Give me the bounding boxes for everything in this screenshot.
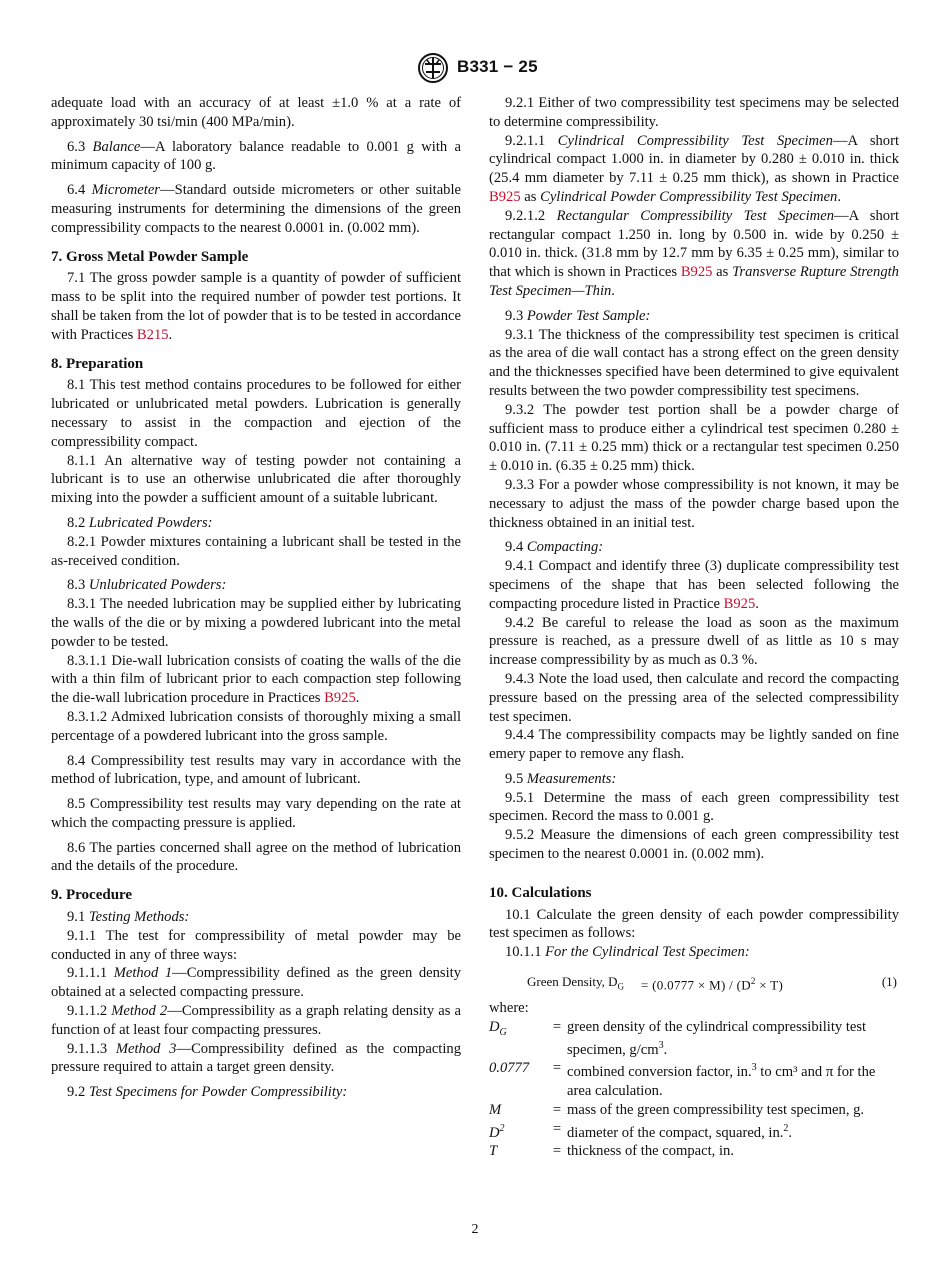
text-run: 8.2.1 Powder mixtures containing a lubricant shall be tested in the as-received condition. <box>51 533 461 569</box>
text-run: 8.5 Compressibility test results may vary depending on the rate at which the compacting pressure is applied. <box>51 796 461 831</box>
italic-text: Micrometer <box>91 182 160 199</box>
text-run: 10.1 Calculate the green density of each powder compressibility test specimen as follows: <box>489 906 899 942</box>
text-run: 9.1.1.2 <box>67 1003 112 1020</box>
right-column-text <box>489 94 899 962</box>
text-run: 8.3.1.2 Admixed lubrication consists of thoroughly mixing a small percentage of a powdered lubricant into the gross sample. <box>51 708 461 744</box>
document-designation: B331 − 25 <box>457 57 538 76</box>
text-run: 9.2.1 Either of two compressibility test specimens may be selected to determine compressibility. <box>489 95 899 130</box>
section-heading: 7. Gross Metal Powder Sample <box>51 248 249 265</box>
definition-equals: = <box>552 1120 562 1137</box>
text-run: 8.3 <box>67 577 89 594</box>
text-run: 9.3.2 The powder test portion shall be a powder charge of sufficient mass to produce either a cylindrical test specimen 0.280 ± 0.010 in. (7.11 ± 0.25 mm) thick or a rectangular test specimen 0.250 ± 0.010 in. (6.35 ± 0.25 mm) thick. <box>489 401 899 475</box>
text-run: 9.5.1 Determine the mass of each green compressibility test specimen. Record the mass to 0.001 g. <box>489 789 899 825</box>
definition-description <box>567 1101 899 1120</box>
reference-link[interactable]: B215 <box>136 326 169 343</box>
text-run: 9.4.2 Be careful to release the load as soon as the maximum pressure is reached, as a pressure dwell of as little as 10 s may increase compressibility by as much as 0.3 %. <box>489 614 899 669</box>
italic-text: Transverse Rupture Strength Test Specimen—Thin <box>489 264 899 299</box>
equation-lhs: Green Density, $D_G$ <box>527 974 624 992</box>
paragraph <box>489 726 899 764</box>
text-run: 9.4.3 Note the load used, then calculate and record the compacting pressure based on the pressing area of the selected compressibility test specimen. <box>489 670 899 725</box>
text-run: 8.1.1 An alternative way of testing powder not containing a lubricant is to use an otherwise unlubricated die after thoroughly mixing into the powder a sufficient amount of a suitable lubricant. <box>51 452 461 507</box>
text-run: 9.2 <box>67 1084 89 1101</box>
italic-text: Testing Methods: <box>88 909 190 926</box>
definition-description <box>567 1059 899 1100</box>
definition-equals: = <box>552 1101 562 1118</box>
paragraph <box>51 927 461 965</box>
text-run: as <box>520 188 541 205</box>
paragraph <box>51 1002 461 1040</box>
text-run: . <box>755 595 759 612</box>
paragraph <box>51 533 461 571</box>
text-run: as <box>712 264 733 281</box>
text-run: —Compressibility as a graph relating density as a function of at least four compacting pressures. <box>51 1003 461 1038</box>
text-run: —Compressibility defined as the compacting pressure required to attain a target green density. <box>51 1040 462 1076</box>
text-run: 9.3.3 For a powder whose compressibility is not known, it may be necessary to adjust the mass of the powder charge based upon the thickness obtained in an initial test. <box>489 476 899 531</box>
reference-link[interactable]: B925 <box>324 690 356 707</box>
text-run: 9.1.1.1 <box>67 965 114 982</box>
text-run: 10.1.1 <box>505 944 546 961</box>
section-heading: 9. Procedure <box>51 887 133 904</box>
symbol: D <box>489 1018 500 1035</box>
paragraph <box>51 514 461 533</box>
paragraph <box>51 795 461 833</box>
definition-description <box>567 1142 899 1161</box>
text-run: 9.1 <box>67 909 89 926</box>
section-heading: 8. Preparation <box>51 355 144 372</box>
text-run: 9.3.1 The thickness of the compressibility test specimen is critical as the area of die wall contact has a strong effect on the green density and the thicknesses specified have been determined to give equivalent results between the two powder compressibility test specimens. <box>489 326 899 399</box>
paragraph <box>489 770 899 789</box>
definition-row <box>489 1101 899 1120</box>
text-run: 8.4 Compressibility test results may vary in accordance with the method of lubrication, type, and amount of lubricant. <box>51 752 461 788</box>
paragraph <box>489 401 899 476</box>
left-column <box>51 94 461 1102</box>
paragraph <box>489 826 899 864</box>
symbol-subscript: G <box>499 1026 507 1038</box>
paragraph <box>51 138 461 176</box>
paragraph <box>489 943 899 962</box>
italic-text: Cylindrical Powder Compressibility Test Specimen <box>540 188 838 205</box>
definition-row <box>489 1018 899 1059</box>
paragraph <box>51 908 461 927</box>
definition-symbol <box>489 1142 547 1161</box>
definition-row <box>489 1059 899 1100</box>
symbol-definitions <box>489 1018 899 1161</box>
text-run: 8.1 This test method contains procedures to be followed for either lubricated or unlubricated metal powders. Lubrication is generally necessary to assist in the compaction and ejection of the compressibility compact. <box>51 377 461 450</box>
definition-text: mass of the green compressibility test specimen, g. <box>567 1101 865 1118</box>
page-header <box>0 52 950 86</box>
where-label: where: <box>489 1000 529 1017</box>
text-run: —A short cylindrical compact 1.000 in. in diameter by 0.280 ± 0.010 in. thick (25.4 mm diameter by 7.11 ± 0.25 mm thick), as shown in Practice <box>489 132 900 187</box>
definition-equals: = <box>552 1143 562 1160</box>
section-heading: 10. Calculations <box>489 884 592 901</box>
paragraph <box>51 595 461 651</box>
definition-symbol <box>489 1018 547 1059</box>
text-run: 9.4 <box>505 539 527 556</box>
definition-text: combined conversion factor, in. <box>567 1064 752 1081</box>
paragraph <box>489 906 899 944</box>
paragraph <box>51 839 461 877</box>
italic-text: Unlubricated Powders: <box>88 577 227 594</box>
paragraph <box>489 476 899 532</box>
paragraph <box>51 652 461 708</box>
text-run: 9.1.1.3 <box>67 1040 116 1057</box>
definition-equals: = <box>552 1060 562 1077</box>
paragraph <box>51 708 461 746</box>
definition-text: green density of the cylindrical compressibility test specimen, g/cm <box>567 1018 867 1058</box>
definition-equals: = <box>552 1018 562 1035</box>
text-run: . <box>355 690 360 707</box>
reference-link[interactable]: B925 <box>680 264 713 281</box>
paragraph <box>489 307 899 326</box>
paragraph <box>51 269 461 344</box>
paragraph <box>489 326 899 401</box>
italic-text: Rectangular Compressibility Test Specimen <box>556 207 834 224</box>
text-run: . <box>837 188 842 205</box>
equation-number: (1) <box>881 974 897 990</box>
text-run: 6.3 <box>67 138 93 155</box>
text-run: 8.3.1 The needed lubrication may be supplied either by lubricating the walls of the die or by mixing a powdered lubricant into the metal powder to be tested. <box>51 596 461 650</box>
paragraph <box>51 752 461 790</box>
text-run: 9.5.2 Measure the dimensions of each green compressibility test specimen to the nearest 0.0001 in. (0.002 mm). <box>489 827 899 863</box>
reference-link[interactable]: B925 <box>489 188 521 205</box>
text-run: —Compressibility defined as the green density obtained at a selected compacting pressure. <box>51 965 462 1001</box>
definition-text-tail: to cm³ and π for the area calculation. <box>567 1064 876 1099</box>
text-run: —A short rectangular compact 1.250 in. long by 0.500 in. wide by 0.250 ± 0.010 in. thick. (31.8 mm by 12.7 mm by 6.35 ± 0.25 mm), similar to that which is shown in Practices <box>489 207 899 281</box>
paragraph <box>51 181 461 237</box>
paragraph <box>51 576 461 595</box>
definition-symbol <box>489 1059 547 1100</box>
text-run: 9.2.1.1 <box>505 132 558 149</box>
definition-text: diameter of the compact, squared, in. <box>567 1124 784 1141</box>
text-run: 6.4 <box>67 182 92 199</box>
reference-link[interactable]: B925 <box>723 595 756 612</box>
equation-1 <box>489 965 899 995</box>
definition-superscript: 3 <box>751 1062 757 1074</box>
text-run: 9.4.1 Compact and identify three (3) duplicate compressibility test specimens of the shape that has been selected following the compacting procedure listed in Practice <box>489 558 899 612</box>
astm-logo-icon <box>413 52 453 84</box>
definition-text-tail: . <box>788 1124 793 1141</box>
paragraph <box>489 94 899 132</box>
paragraph <box>51 1040 461 1078</box>
definition-text: thickness of the compact, in. <box>567 1143 734 1160</box>
paragraph <box>51 376 461 451</box>
paragraph <box>51 1083 461 1102</box>
paragraph <box>51 964 461 1002</box>
definition-symbol <box>489 1101 547 1120</box>
text-run: 9.5 <box>505 770 527 787</box>
paragraph <box>51 452 461 508</box>
paragraph <box>489 207 899 301</box>
text-run: —Standard outside micrometers or other suitable measuring instruments for determining the dimensions of the green compressibility compacts to the nearest 0.0001 in. (0.002 mm). <box>51 182 461 236</box>
text-run: adequate load with an accuracy of at least ±1.0 % at a rate of approximately 30 tsi/min (400 MPa/min). <box>51 95 461 130</box>
symbol: M <box>489 1101 502 1118</box>
definition-superscript: 3 <box>658 1039 664 1051</box>
definition-description <box>567 1018 899 1059</box>
paragraph <box>51 94 461 132</box>
text-run: . <box>611 282 615 299</box>
paragraph <box>489 614 899 670</box>
paragraph <box>489 538 899 557</box>
symbol: D <box>489 1124 500 1141</box>
italic-text: Method 3 <box>115 1040 177 1057</box>
definition-description <box>567 1120 899 1143</box>
text-run: . <box>168 326 173 343</box>
italic-text: Lubricated Powders: <box>88 514 213 531</box>
italic-text: Powder Test Sample: <box>526 307 651 324</box>
definition-row <box>489 1120 899 1143</box>
italic-text: Compacting: <box>526 539 604 556</box>
italic-text: Measurements: <box>526 770 617 787</box>
right-column <box>489 94 899 1161</box>
italic-text: Balance <box>92 138 141 155</box>
italic-text: For the Cylindrical Test Specimen: <box>545 944 750 961</box>
paragraph <box>489 670 899 726</box>
definition-symbol <box>489 1120 547 1143</box>
definition-row <box>489 1142 899 1161</box>
paragraph <box>489 789 899 827</box>
italic-text: Test Specimens for Powder Compressibility: <box>88 1084 348 1101</box>
italic-text: Cylindrical Compressibility Test Specimen <box>557 132 833 149</box>
text-run: 8.6 The parties concerned shall agree on the method of lubrication and the details of the procedure. <box>51 839 461 875</box>
text-run: 9.2.1.2 <box>505 207 557 224</box>
definition-text-tail: . <box>663 1041 668 1058</box>
text-run: 8.2 <box>67 514 89 531</box>
symbol: 0.0777 <box>489 1060 530 1077</box>
symbol-superscript: 2 <box>499 1122 505 1134</box>
page-number: 2 <box>471 1222 479 1237</box>
italic-text: Method 1 <box>113 965 173 982</box>
text-run: 9.4.4 The compressibility compacts may be lightly sanded on fine emery paper to remove any flash. <box>489 727 899 763</box>
italic-text: Method 2 <box>111 1003 168 1020</box>
definition-superscript: 2 <box>783 1122 789 1134</box>
text-run: 9.1.1 The test for compressibility of metal powder may be conducted in any of three ways: <box>51 927 461 963</box>
equation-rhs: = $(0.0777 \times M) / (D^2 \times T)$ <box>641 976 784 993</box>
paragraph <box>489 557 899 613</box>
text-run: 9.3 <box>505 307 527 324</box>
paragraph <box>489 132 899 207</box>
text-run: —A laboratory balance readable to 0.001 g with a minimum capacity of 100 g. <box>51 138 461 174</box>
symbol: T <box>489 1143 498 1160</box>
text-run: 7.1 The gross powder sample is a quantity of powder of sufficient mass to be split into the required number of powder test portions. It shall be taken from the lot of powder that is to be tested in accordance with Practices <box>51 270 461 343</box>
text-run: 8.3.1.1 Die-wall lubrication consists of coating the walls of the die with a thin film of lubricant prior to each compaction step following the die-wall lubrication procedure in Practices <box>51 652 461 707</box>
